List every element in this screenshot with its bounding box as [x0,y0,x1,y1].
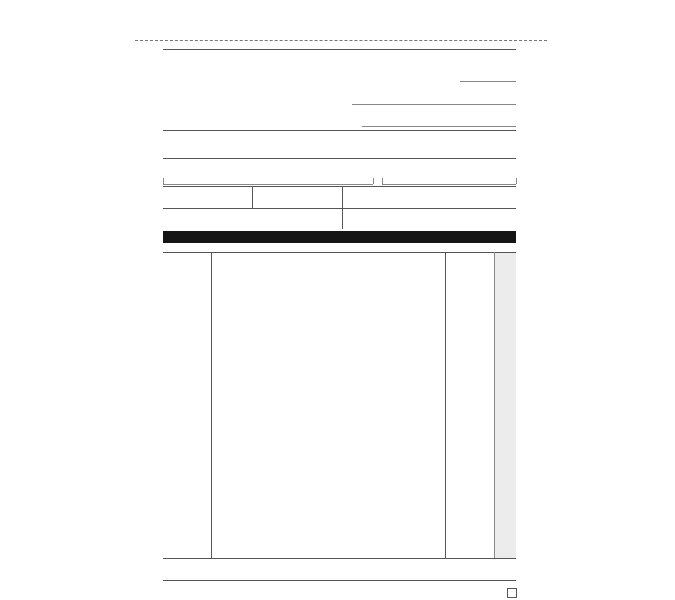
table-top-rule [163,252,516,253]
perforation-line [135,40,547,41]
table-column-divider-1 [211,252,212,558]
commission-number-field[interactable] [460,81,516,82]
table-column-divider-2 [445,252,446,558]
codice-fiscale-field[interactable] [163,184,373,185]
data-field[interactable] [352,104,516,105]
piva-tick-start [382,178,383,184]
piva-tick-end [516,178,517,184]
table-column-divider-3 [494,252,495,558]
partita-iva-field[interactable] [382,184,516,185]
page-number [507,588,517,598]
pagamento-top-rule [163,208,516,209]
table-bottom-rule [163,558,516,559]
form-top-rule [163,49,516,50]
total-column-shade [494,252,516,558]
committente-field[interactable] [163,158,516,159]
footer-rule [163,580,516,581]
approval-banner-text [163,231,516,243]
cf-tick-end [373,178,374,184]
casa-field[interactable] [362,126,516,127]
committente-top-rule [163,130,516,131]
consegna-divider [252,186,253,208]
consegna-top-rule [163,186,516,187]
cf-tick-start [163,178,164,184]
